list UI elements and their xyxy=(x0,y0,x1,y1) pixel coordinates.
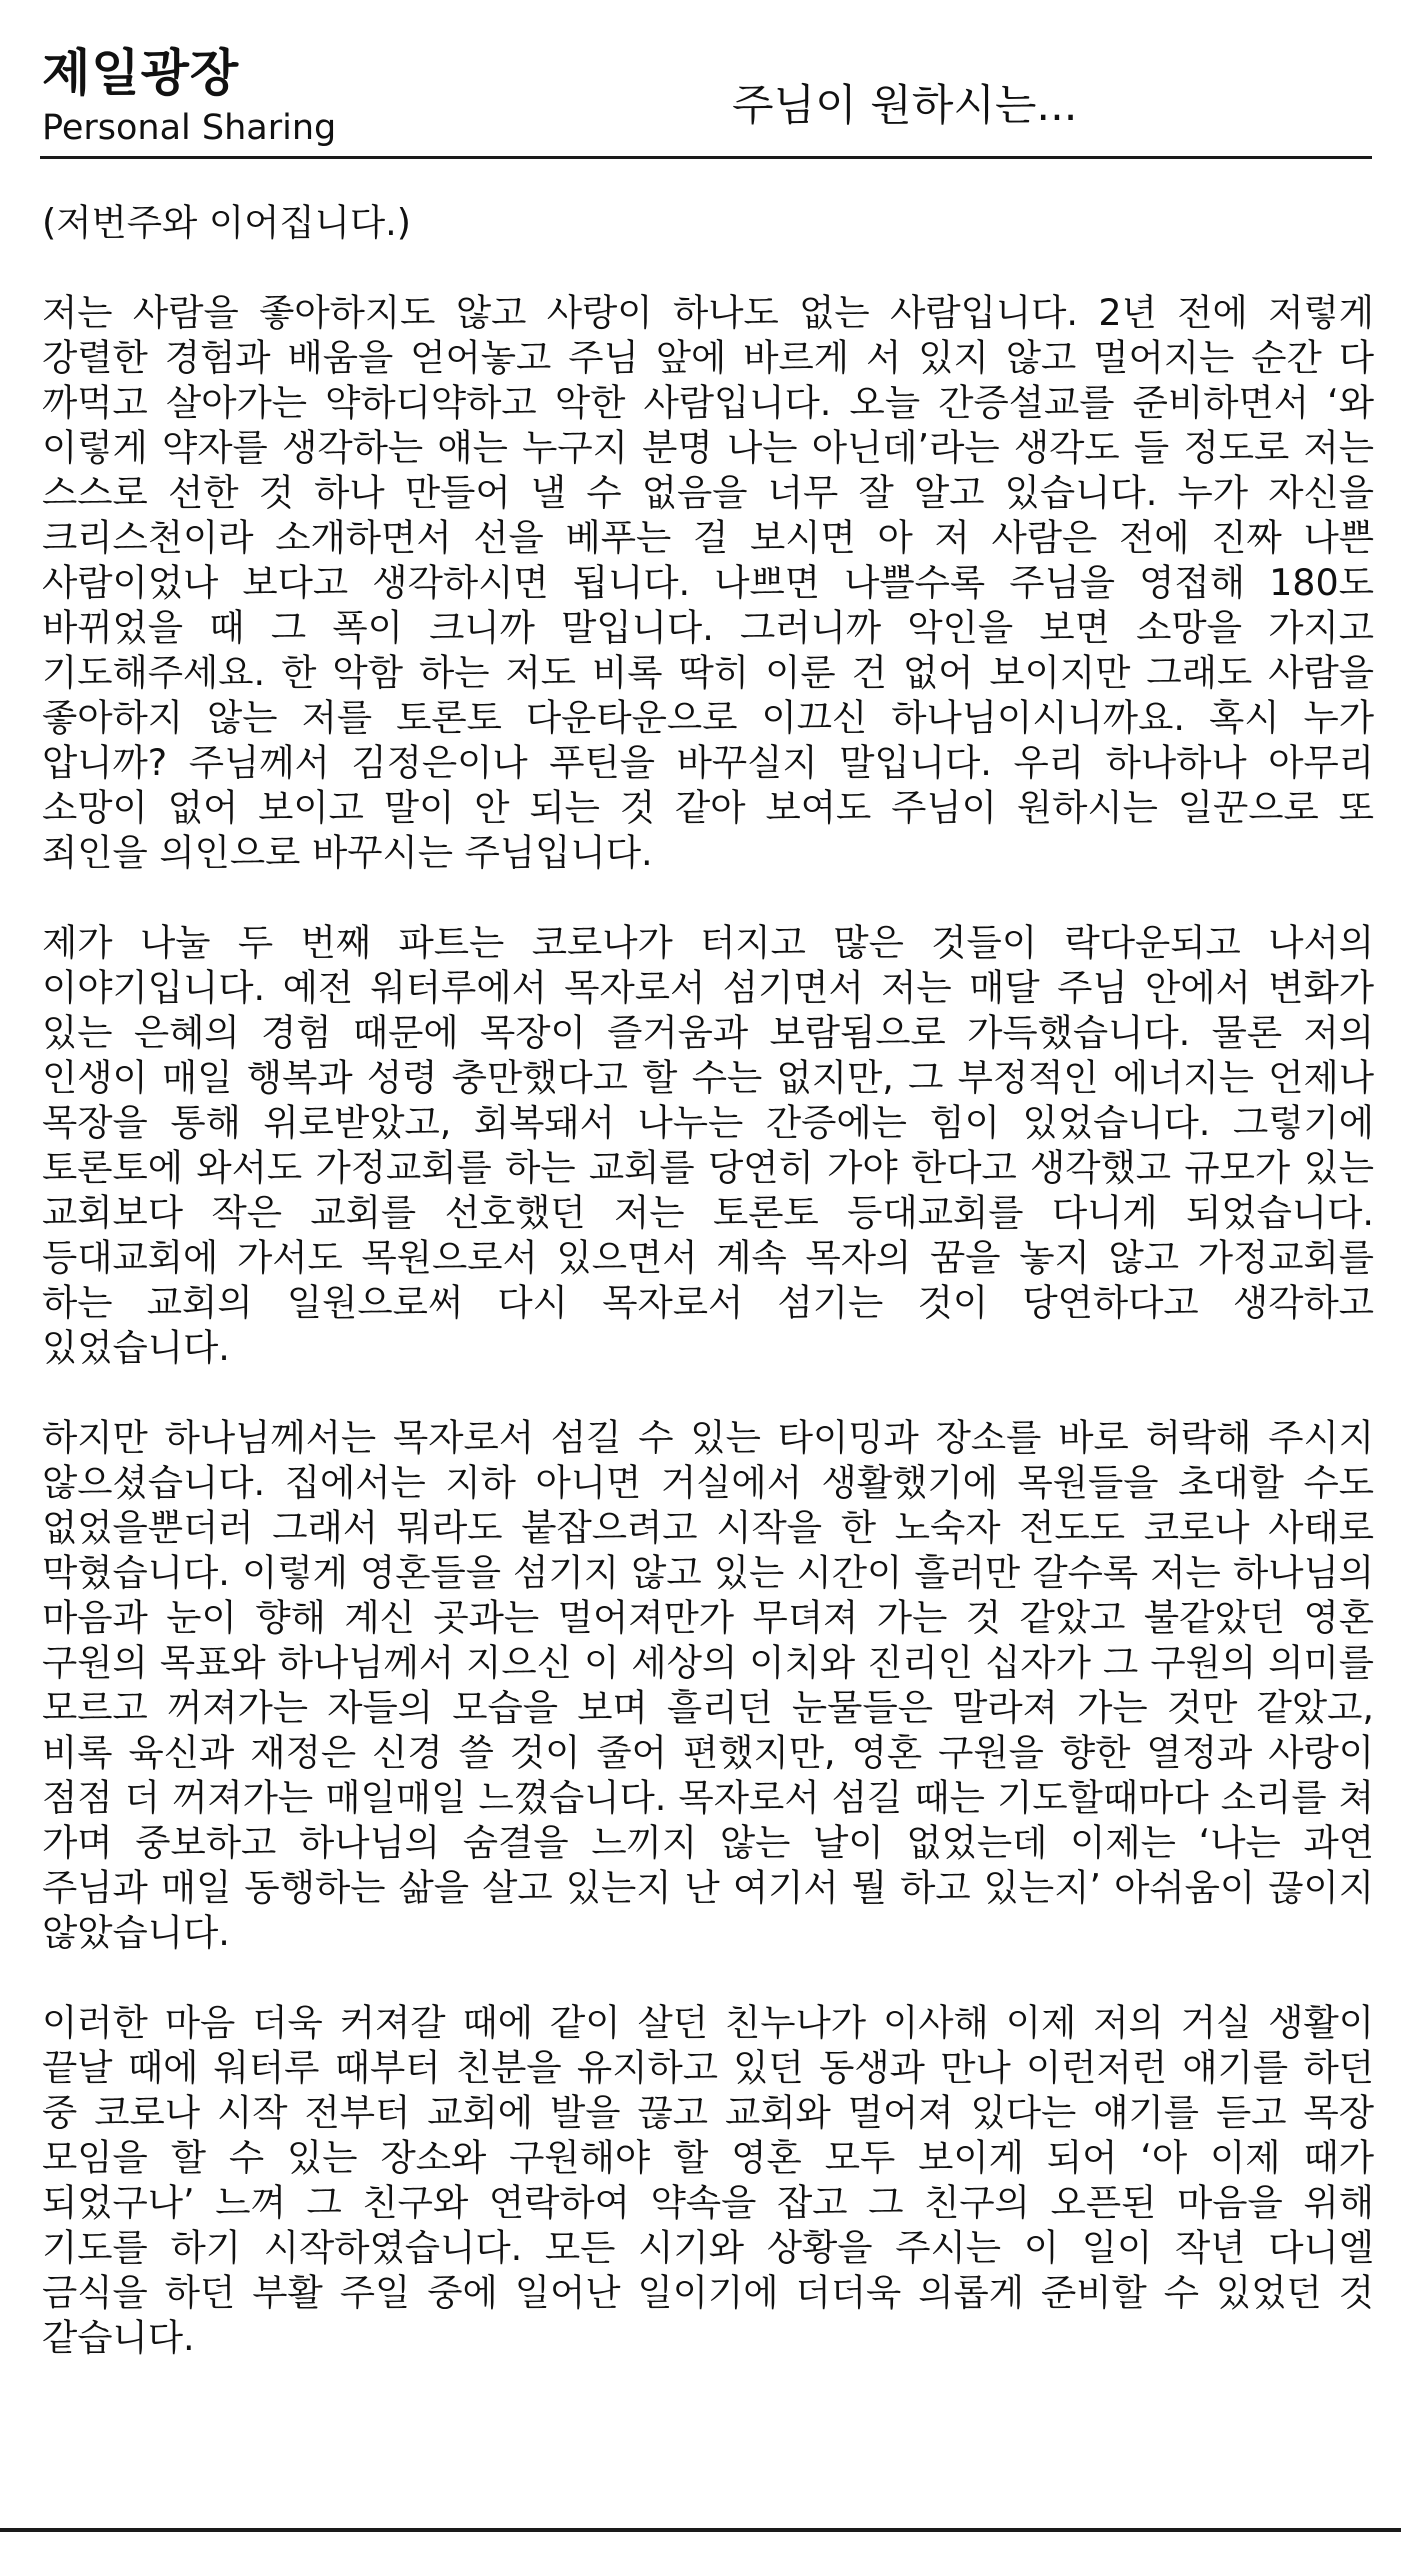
page-header xyxy=(42,40,1372,158)
intro-note: (저번주와 이어집니다.) xyxy=(42,201,412,244)
footer-divider xyxy=(0,2528,1401,2532)
brand-title: 제일광장 xyxy=(42,44,240,102)
document-title: 주님이 원하시는... xyxy=(732,81,1078,131)
brand-subtitle: Personal Sharing xyxy=(42,108,337,148)
paragraph-4: 이러한 마음 더욱 커져갈 때에 같이 살던 친누나가 이사해 이제 저의 거실 생활이 끝날 때에 워터루 때부터 친분을 유지하고 있던 동생과 만나 이런저런 얘기를 하던 중 코로나 시작 전부터 교회에 발을 끊고 교회와 멀어져 있다는 얘기를 듣고 목장 모임을 할 수 있는 장소와 구원해야 할 영혼 모두 보이게 되어 ‘아 이제 때가 되었구나’ 느껴 그 친구와 연락하여 약속을 잡고 그 친구의 오픈된 마음을 위해 기도를 하기 시작하였습니다. 모든 시기와 상황을 주시는 이 일이 작년 다니엘 금식을 하던 부활 주일 중에 일어난 일이기에 더더욱 의롭게 준비할 수 있었던 것 같습니다. xyxy=(42,2001,1374,2359)
article-body xyxy=(42,200,1374,2405)
paragraph-1: 저는 사람을 좋아하지도 않고 사랑이 하나도 없는 사람입니다. 2년 전에 저렇게 강렬한 경험과 배움을 얻어놓고 주님 앞에 바르게 서 있지 않고 멀어지는 순간 다 까먹고 살아가는 약하디약하고 악한 사람입니다. 오늘 간증설교를 준비하면서 ‘와 이렇게 약자를 생각하는 얘는 누구지 분명 나는 아닌데’라는 생각도 들 정도로 저는 스스로 선한 것 하나 만들어 낼 수 없음을 너무 잘 알고 있습니다. 누가 자신을 크리스천이라 소개하면서 선을 베푸는 걸 보시면 아 저 사람은 전에 진짜 나쁜 사람이었나 보다고 생각하시면 됩니다. 나쁘면 나쁠수록 주님을 영접해 180도 바뀌었을 때 그 폭이 크니까 말입니다. 그러니까 악인을 보면 소망을 가지고 기도해주세요. 한 악함 하는 저도 비록 딱히 이룬 건 없어 보이지만 그래도 사람을 좋아하지 않는 저를 토론토 다운타운으로 이끄신 하나님이시니까요. 혹시 누가 압니까? 주님께서 김정은이나 푸틴을 바꾸실지 말입니다. 우리 하나하나 아무리 소망이 없어 보이고 말이 안 되는 것 같아 보여도 주님이 원하시는 일꾼으로 또 죄인을 의인으로 바꾸시는 주님입니다. xyxy=(42,291,1374,874)
paragraph-3: 하지만 하나님께서는 목자로서 섬길 수 있는 타이밍과 장소를 바로 허락해 주시지 않으셨습니다. 집에서는 지하 아니면 거실에서 생활했기에 목원들을 초대할 수도 없었을뿐더러 그래서 뭐라도 붙잡으려고 시작을 한 노숙자 전도도 코로나 사태로 막혔습니다. 이렇게 영혼들을 섬기지 않고 있는 시간이 흘러만 갈수록 저는 하나님의 마음과 눈이 향해 계신 곳과는 멀어져만가 무뎌져 가는 것 같았고 불같았던 영혼 구원의 목표와 하나님께서 지으신 이 세상의 이치와 진리인 십자가 그 구원의 의미를 모르고 꺼져가는 자들의 모습을 보며 흘리던 눈물들은 말라져 가는 것만 같았고, 비록 육신과 재정은 신경 쓸 것이 줄어 편했지만, 영혼 구원을 향한 열정과 사랑이 점점 더 꺼져가는 매일매일 느꼈습니다. 목자로서 섬길 때는 기도할때마다 소리를 쳐 가며 중보하고 하나님의 숨결을 느끼지 않는 날이 없었는데 이제는 ‘나는 과연 주님과 매일 동행하는 삶을 살고 있는지 난 여기서 뭘 하고 있는지’ 아쉬움이 끊이지 않았습니다. xyxy=(42,1416,1374,1954)
paragraph-2: 제가 나눌 두 번째 파트는 코로나가 터지고 많은 것들이 락다운되고 나서의 이야기입니다. 예전 워터루에서 목자로서 섬기면서 저는 매달 주님 안에서 변화가 있는 은혜의 경험 때문에 목장이 즐거움과 보람됨으로 가득했습니다. 물론 저의 인생이 매일 행복과 성령 충만했다고 할 수는 없지만, 그 부정적인 에너지는 언제나 목장을 통해 위로받았고, 회복돼서 나누는 간증에는 힘이 있었습니다. 그렇기에 토론토에 와서도 가정교회를 하는 교회를 당연히 가야 한다고 생각했고 규모가 있는 교회보다 작은 교회를 선호했던 저는 토론토 등대교회를 다니게 되었습니다. 등대교회에 가서도 목원으로서 있으면서 계속 목자의 꿈을 놓지 않고 가정교회를 하는 교회의 일원으로써 다시 목자로서 섬기는 것이 당연하다고 생각하고 있었습니다. xyxy=(42,921,1374,1369)
header-divider xyxy=(40,156,1372,159)
